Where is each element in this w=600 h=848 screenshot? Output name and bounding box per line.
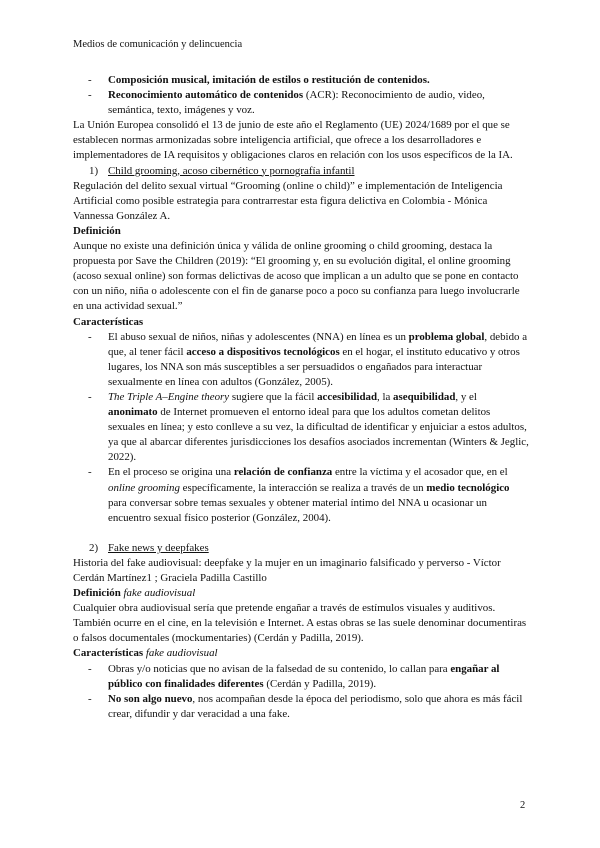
section-heading (73, 541, 529, 556)
bullet-dash: - (88, 466, 92, 479)
bullet-dash: - (88, 74, 92, 86)
item-text: Obras y/o noticias que no avisan de la falsedad de su contenido, lo callan para (108, 662, 451, 675)
bold-text: medio tecnológico (426, 481, 510, 494)
paragraph-gap (73, 526, 529, 541)
item-text: , y el (455, 390, 477, 403)
list-item (73, 73, 529, 88)
bullet-dash: - (88, 662, 92, 675)
bold-text: acceso a dispositivos tecnológicos (186, 345, 340, 358)
running-header: Medios de comunicación y delincuencia (73, 39, 243, 50)
bold-text: Composición musical, imitación de estilos o restitución de contenidos. (108, 74, 430, 86)
list-item (73, 88, 529, 118)
section-number: 1) (89, 164, 99, 177)
item-text: en el hogar, el instituto educativo y otros lugares, los NNA son más susceptibles a ser persuadidos o engañados para interactuar sexualmente en línea con adultos (González, 2005). (108, 345, 520, 388)
item-text: sugiere que la fácil (229, 390, 318, 403)
italic-text: The Triple A–Engine theory (108, 390, 230, 403)
subheading (73, 586, 529, 601)
bullet-dash: - (88, 692, 92, 705)
bold-text: Reconocimiento automático de contenidos (108, 89, 304, 102)
list-item (73, 692, 529, 722)
definition-paragraph: Aunque no existe una definición única y válida de online grooming o child grooming, destaca la propuesta por Save the Children (2019): “El grooming y, en su evolución digital, el online grooming (acoso sexual online) son formas delictivas de acoso que implican a un adulto que se pone en contacto con un niño, niña o adolescente con el fin de ganarse poco a poco su confianza para luego involucrarle en una actividad sexual.” (73, 240, 520, 313)
subheading (73, 315, 529, 330)
item-text: de Internet promueven el entorno ideal para que los adultos cometan delitos sexuales en línea; y esto conlleve a su vez, la dificultad de identificar y enjuiciar a estos adultos, ya que al abarcar diferentes jurisdicciones los desafíos asociados incrementan (Winters & Jeglic, 2022). (108, 406, 529, 464)
bullet-dash: - (88, 390, 92, 403)
item-text: , la (377, 390, 394, 403)
section-heading (73, 164, 529, 179)
subheading-text: Definición (73, 224, 121, 237)
source-reference: Historia del fake audiovisual: deepfake y la mujer en un imaginario falsificado y perverso - Víctor Cerdán Martínez1 ; Graciela Padilla Castillo (73, 556, 501, 584)
item-text: En el proceso se origina una (108, 466, 234, 479)
section-title: Child grooming, acoso cibernético y pornografía infantil (108, 164, 355, 177)
subheading-text: Características (73, 315, 144, 328)
eu-regulation-paragraph: La Unión Europea consolidó el 13 de junio de este año el Reglamento (UE) 2024/1689 por el que se establecen normas armonizadas sobre inteligencia artificial, que ofrece a los desarrolladores e implementadores de IA requisitos y obligaciones claros en relación con los usos específicos de la IA. (73, 119, 513, 162)
bold-text: engañar al público con finalidades diferentes (108, 662, 500, 690)
item-text: , debido a que, al tener fácil (108, 330, 528, 358)
bold-text: relación de confianza (233, 466, 333, 479)
bold-text: No son algo nuevo (108, 692, 193, 705)
item-text: específicamente, la interacción se realiza a través de un (179, 481, 427, 494)
subheading-text: Características (73, 647, 146, 660)
item-text: entre la víctima y el acosador que, en el (332, 466, 508, 479)
item-text: (ACR): Reconocimiento de audio, video, semántica, texto, imágenes y voz. (108, 89, 485, 117)
bold-text: accesibilidad (317, 390, 378, 403)
item-text: , nos acompañan desde la época del periodismo, solo que ahora es más fácil crear, difundir y dar veracidad a una fake. (108, 692, 523, 720)
item-text: (Cerdán y Padilla, 2019). (263, 677, 377, 690)
bold-text: anonimato (108, 406, 158, 419)
section-number: 2) (89, 541, 99, 554)
item-text: El abuso sexual de niños, niñas y adolescentes (NNA) en línea es un (108, 330, 409, 343)
bullet-dash: - (88, 89, 92, 102)
item-text: para conversar sobre temas sexuales y obtener material íntimo del NNA u ocasionar un encuentro sexual físico posterior (González, 2004). (108, 496, 487, 524)
italic-text: fake audiovisual (145, 647, 218, 660)
list-item (73, 662, 529, 692)
definition-paragraph: Cualquier obra audiovisual sería que pretende engañar a través de estímulos visuales y auditivos. También ocurre en el cine, en la televisión e Internet. A estas obras se las suele denominar documentiras o falsos documentales (mockumentaries) (Cerdán y Padilla, 2019). (73, 602, 527, 645)
italic-text: fake audiovisual (123, 587, 196, 600)
page-content (73, 73, 529, 722)
subheading (73, 224, 529, 239)
bold-text: asequibilidad (393, 390, 456, 403)
source-reference: Regulación del delito sexual virtual “Grooming (online o child)” e implementación de Inteligencia Artificial como posible estrategia para contrarrestar esta figura delictiva en Colombia - Mónica Vannessa González A. (73, 179, 503, 222)
list-item (73, 330, 529, 390)
list-item (73, 465, 529, 525)
page-number: 2 (520, 800, 526, 811)
subheading-text: Definición (73, 587, 124, 600)
italic-text: online grooming (108, 481, 180, 494)
bold-text: problema global (408, 330, 485, 343)
section-title: Fake news y deepfakes (108, 541, 209, 554)
list-item (73, 390, 529, 465)
subheading (73, 646, 529, 661)
bullet-dash: - (88, 330, 92, 343)
